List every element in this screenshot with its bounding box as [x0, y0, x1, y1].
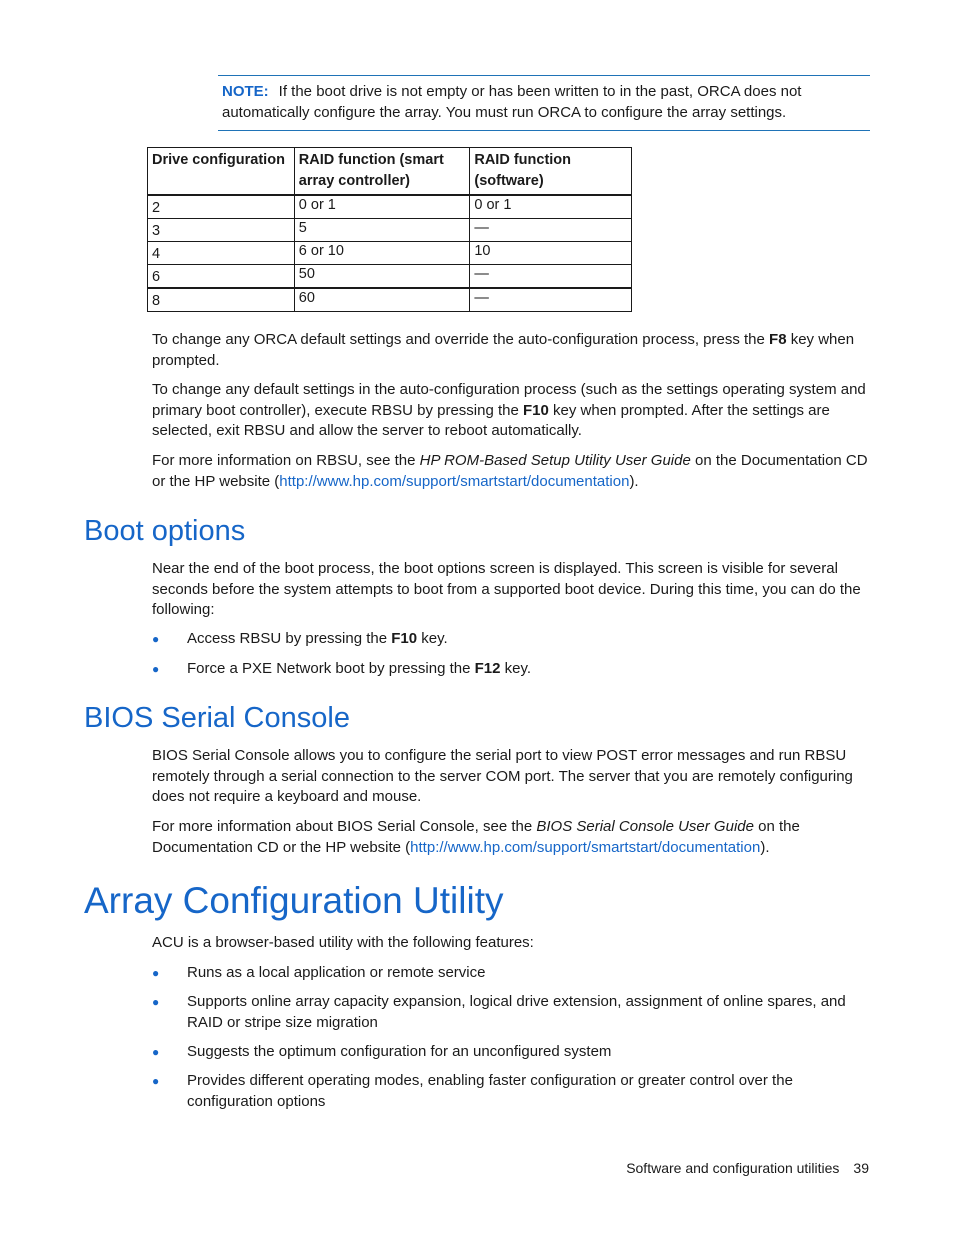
- text-span: To change any ORCA default settings and override the auto-configuration process, press the: [152, 331, 770, 348]
- table-row: [148, 242, 632, 265]
- bios-guide-title: BIOS Serial Console User Guide: [536, 818, 754, 835]
- table-cell: 8: [148, 288, 295, 312]
- documentation-link[interactable]: http://www.hp.com/support/smartstart/documentation: [410, 838, 761, 856]
- list-item: [152, 1071, 872, 1112]
- note-text: If the boot drive is not empty or has been written to in the past, ORCA does not automatically configure the array. You must run ORCA to configure the array settings.: [222, 83, 802, 121]
- table-cell: 10: [470, 242, 632, 265]
- bullet-icon: ●: [152, 662, 160, 676]
- bullet-icon: ●: [152, 966, 160, 980]
- table-header-row: [148, 148, 632, 196]
- table-cell: 6 or 10: [294, 242, 470, 265]
- text-span: key.: [417, 630, 448, 647]
- list-item: [152, 659, 872, 680]
- bullet-icon: ●: [152, 1045, 160, 1059]
- table-row: [148, 219, 632, 242]
- table-cell: 3: [148, 219, 295, 242]
- table-cell: 0 or 1: [470, 195, 632, 219]
- text-span: key.: [500, 660, 532, 677]
- table-cell: 5: [294, 219, 470, 242]
- key-f12: F12: [474, 660, 501, 677]
- raid-table: [147, 147, 632, 312]
- key-f10: F10: [523, 401, 549, 419]
- table-cell: 4: [148, 242, 295, 265]
- table-row: [148, 288, 632, 312]
- list-item: [152, 992, 872, 1033]
- table-row: [148, 265, 632, 289]
- acu-intro-paragraph: ACU is a browser-based utility with the following features:: [152, 934, 534, 951]
- table-row: [148, 195, 632, 219]
- rbsu-more-info-paragraph: [152, 451, 872, 492]
- bullet-icon: ●: [152, 1074, 160, 1088]
- list-item-text: Suggests the optimum configuration for an unconfigured system: [187, 1043, 612, 1060]
- list-item: [152, 1042, 872, 1063]
- text-span: ).: [629, 472, 639, 490]
- text-span: To change any default settings in the auto-configuration process (such as the settings operating system and primary boot controller), execute RBSU by pressing the: [152, 381, 866, 419]
- bios-more-info-paragraph: [152, 817, 872, 858]
- table-cell: 2: [148, 195, 295, 219]
- rbsu-guide-title: HP ROM-Based Setup Utility User Guide: [419, 452, 691, 469]
- list-item-text: Supports online array capacity expansion, logical drive extension, assignment of online spares, and RAID or stripe size migration: [187, 993, 846, 1031]
- list-item: [152, 963, 872, 984]
- text-span: key when prompted.: [152, 331, 855, 369]
- table-cell: 6: [148, 265, 295, 289]
- text-span: For more information about BIOS Serial Console, see the: [152, 818, 537, 835]
- orca-override-paragraph: [152, 330, 872, 371]
- table-cell: 50: [294, 265, 470, 289]
- list-item-text: Runs as a local application or remote service: [187, 964, 486, 981]
- key-f10: F10: [391, 630, 418, 647]
- text-span: For more information on RBSU, see the: [152, 452, 420, 469]
- page-number: 39: [853, 1160, 869, 1176]
- text-span: Access RBSU by pressing the: [187, 630, 392, 647]
- bios-serial-console-paragraph: BIOS Serial Console allows you to configure the serial port to view POST error messages and run RBSU remotely through a serial connection to the server COM port. The server that you are remotely configuring does not require a keyboard and mouse.: [152, 747, 853, 805]
- table-cell: 0 or 1: [294, 195, 470, 219]
- note-box: [218, 75, 870, 131]
- bullet-icon: ●: [152, 995, 160, 1009]
- bios-serial-console-heading: BIOS Serial Console: [84, 702, 350, 734]
- acu-heading: Array Configuration Utility: [84, 880, 504, 921]
- rbsu-paragraph: [152, 380, 872, 442]
- table-cell: 60: [294, 288, 470, 312]
- header-drive-configuration: Drive configuration: [148, 148, 295, 196]
- text-span: ).: [760, 838, 770, 856]
- text-span: on the Documentation CD or the HP website (: [152, 452, 868, 490]
- list-item: [152, 629, 872, 650]
- text-span: on the Documentation CD or the HP website (: [152, 818, 800, 856]
- table-cell: —: [470, 219, 632, 242]
- key-f8: F8: [769, 331, 787, 348]
- text-span: key when prompted. After the settings are selected, exit RBSU and allow the server to reboot automatically.: [152, 401, 830, 439]
- table-cell: —: [470, 265, 632, 289]
- boot-options-paragraph: Near the end of the boot process, the boot options screen is displayed. This screen is visible for several seconds before the system attempts to boot from a supported boot device. During this time, you can do the following:: [152, 560, 861, 618]
- table-cell: —: [470, 288, 632, 312]
- header-raid-software: RAID function (software): [470, 148, 632, 196]
- documentation-link[interactable]: http://www.hp.com/support/smartstart/documentation: [279, 472, 630, 490]
- text-span: Force a PXE Network boot by pressing the: [187, 660, 475, 677]
- bullet-icon: ●: [152, 632, 160, 646]
- page-footer: [626, 1158, 869, 1178]
- footer-section-title: Software and configuration utilities: [626, 1160, 840, 1176]
- note-label: NOTE:: [222, 83, 269, 100]
- header-raid-smart-array: RAID function (smart array controller): [294, 148, 470, 196]
- boot-options-heading: Boot options: [84, 515, 246, 547]
- list-item-text: Provides different operating modes, enabling faster configuration or greater control over the configuration options: [187, 1072, 793, 1110]
